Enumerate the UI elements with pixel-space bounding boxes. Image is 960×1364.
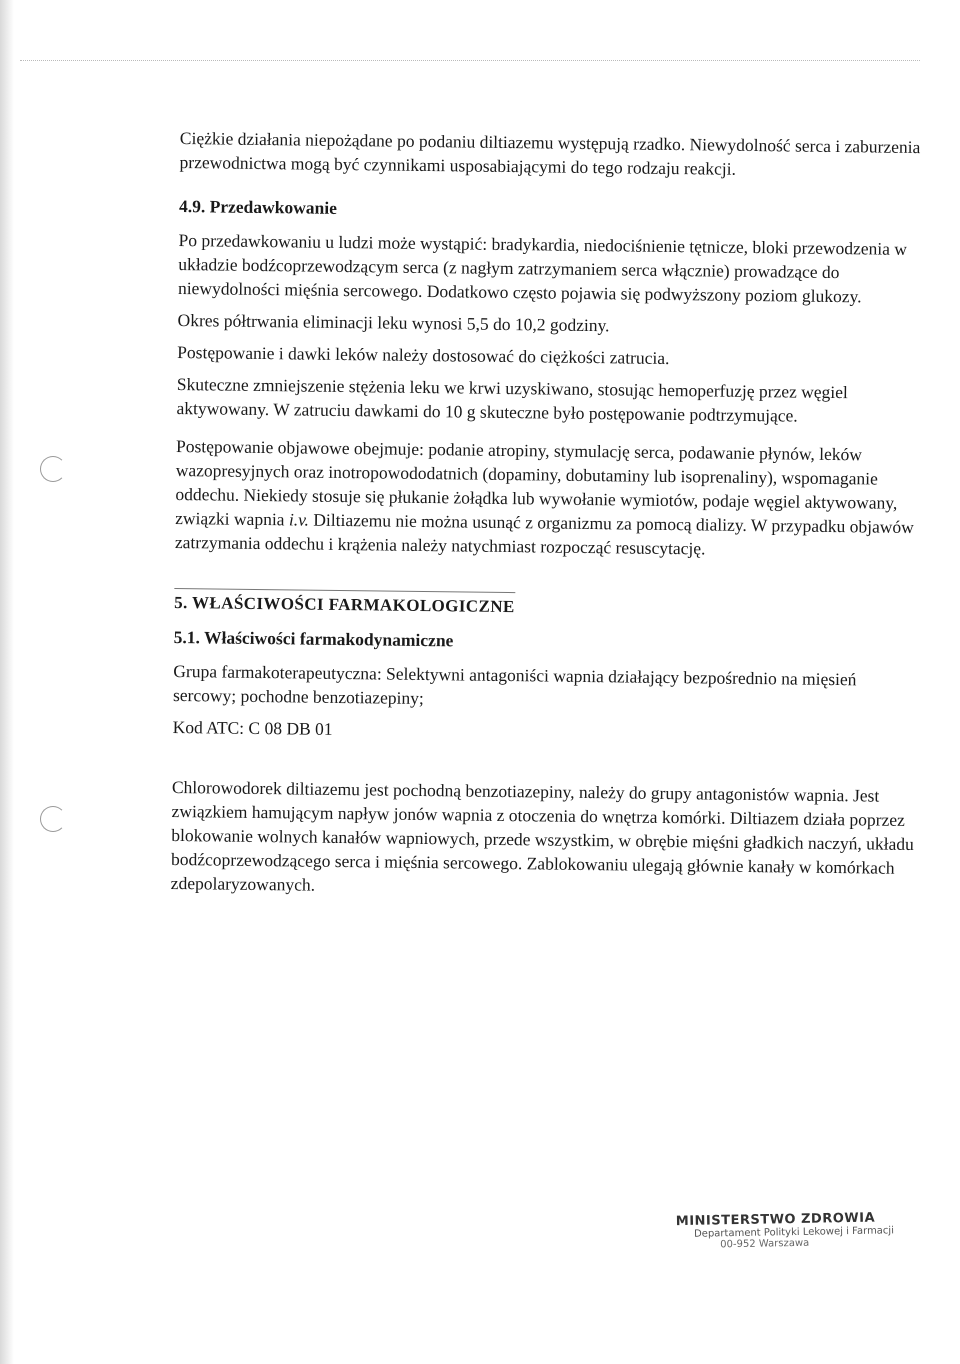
- paragraph-text-segment: Diltiazemu nie można usunąć z organizmu za pomocą dializy. W przypadku objawów zatrzymania oddechu i krążenia należy natychmiast rozpocząć resuscytację.: [174, 509, 914, 559]
- scan-edge-shadow: [0, 0, 14, 1364]
- ministry-stamp: [676, 1210, 917, 1251]
- paragraph-mechanism: Chlorowodorek diltiazemu jest pochodną benzotiazepiny, należy do grupy antagonistów wapnia. Jest związkiem hamującym napływ jonów wapnia z otoczenia do wnętrza komórki. Diltiazem działa poprzez blokowanie wolnych kanałów wapniowych, przede wszystkim, w obrębie mięśni gładkich naczyń, układu bodźcoprzewodzącego serca i mięśnia sercowego. Zablokowaniu ulegają głównie kanały w komórkach zdepolaryzowanych.: [170, 776, 914, 895]
- punch-hole-mark: [40, 456, 66, 482]
- paragraph-pharmacotherapeutic-group: Grupa farmakoterapeutyczna: Selektywni antagoniści wapnia działający bezpośrednio na mięsień sercowy; pochodne benzotiazepiny;: [172, 660, 857, 709]
- heading-overdose: 4.9. Przedawkowanie: [178, 195, 338, 218]
- paragraph-half-life: Okres półtrwania eliminacji leku wynosi 5,5 do 10,2 godziny.: [177, 309, 610, 336]
- heading-pharmacodynamic-properties: 5.1. Właściwości farmakodynamiczne: [173, 626, 454, 651]
- heading-text: 5. WŁAŚCIWOŚCI FARMAKOLOGICZNE: [174, 588, 515, 619]
- paragraph-atc-code: Kod ATC: C 08 DB 01: [172, 716, 333, 739]
- document-body: [170, 126, 925, 918]
- paragraph-dosage-adjustment: Postępowanie i dawki leków należy dostosować do ciężkości zatrucia.: [177, 341, 670, 368]
- scan-top-line: [20, 60, 920, 61]
- paragraph-symptomatic-treatment: [175, 434, 921, 563]
- punch-hole-mark: [40, 806, 66, 832]
- paragraph-text-segment: Postępowanie objawowe obejmuje: podanie atropiny, stymulację serca, podawanie płynów, leków wazopresyjnych oraz inotropowododatnich (dopaminy, dobutaminy lub isoprenaliny), wspomaganie oddechu. Niekiedy stosuje się płukanie żołądka lub wywołanie wymiotów, podaje węgiel aktywowany, związki wapnia: [175, 435, 898, 530]
- iv-abbreviation: i.v.: [288, 509, 310, 530]
- paragraph-adverse-effects: Ciężkie działania niepożądane po podaniu diltiazemu występują rzadko. Niewydolność serca i zaburzenia przewodnictwa mogą być czynnikami usposabiającymi do tego rodzaju reakcji.: [179, 127, 921, 179]
- heading-pharmacological-properties: [174, 588, 919, 624]
- paragraph-hemoperfusion: Skuteczne zmniejszenie stężenia leku we krwi uzyskiwano, stosując hemoperfuzję przez węgiel aktywowany. W zatruciu dawkami do 10 g skuteczne było postępowanie podtrzymujące.: [176, 373, 848, 426]
- stamp-line-city: 00-952 Warszawa: [720, 1237, 810, 1251]
- paragraph-overdose-symptoms: Po przedawkowaniu u ludzi może wystąpić: bradykardia, niedociśnienie tętnicze, bloki przewodzenia w układzie bodźcoprzewodzącym serca (z nagłym zatrzymaniem serca włącznie) prowadzące do niewydolności mięśnia sercowego. Dodatkowo często pojawia się podwyższony poziom glukozy.: [177, 229, 908, 307]
- stamp-line-department: Departament Polityki Lekowej i Farmacji: [693, 1225, 895, 1240]
- stamp-line-ministry: MINISTERSTWO ZDROWIA: [675, 1210, 876, 1230]
